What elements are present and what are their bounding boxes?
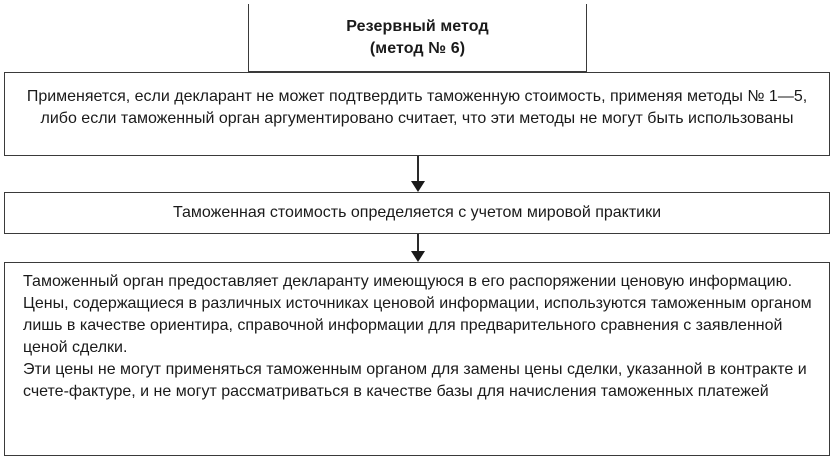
price-info-paragraph: Эти цены не могут применяться таможенным органом для замены цены сделки, указанной в контракте и счете-фактуре, и не могут рассматриваться в качестве базы для начисления таможенных платежей <box>23 361 807 400</box>
price-info-box <box>4 262 830 456</box>
title-box <box>248 4 587 72</box>
condition-box <box>4 72 830 156</box>
down-arrow-icon <box>409 234 427 262</box>
price-info-paragraph: Цены, содержащиеся в различных источниках ценовой информации, используются таможенным органом лишь в качестве ориентира, справочной информации для предварительного сравнения с заявленной ценой сделки. <box>23 295 812 356</box>
world-practice-box <box>4 192 830 234</box>
condition-text: Применяется, если декларант не может подтвердить таможенную стоимость, применяя методы № 1—5, либо если таможенный орган аргументировано считает, что эти методы не могут быть использованы <box>26 88 808 127</box>
world-practice-text: Таможенная стоимость определяется с учетом мировой практики <box>172 204 662 221</box>
diagram-subtitle: (метод № 6) <box>369 39 466 57</box>
diagram-title: Резервный метод <box>346 17 489 35</box>
price-info-paragraph: Таможенный орган предоставляет декларанту имеющуюся в его распоряжении ценовую информацию. <box>23 273 793 290</box>
down-arrow-icon <box>409 156 427 192</box>
